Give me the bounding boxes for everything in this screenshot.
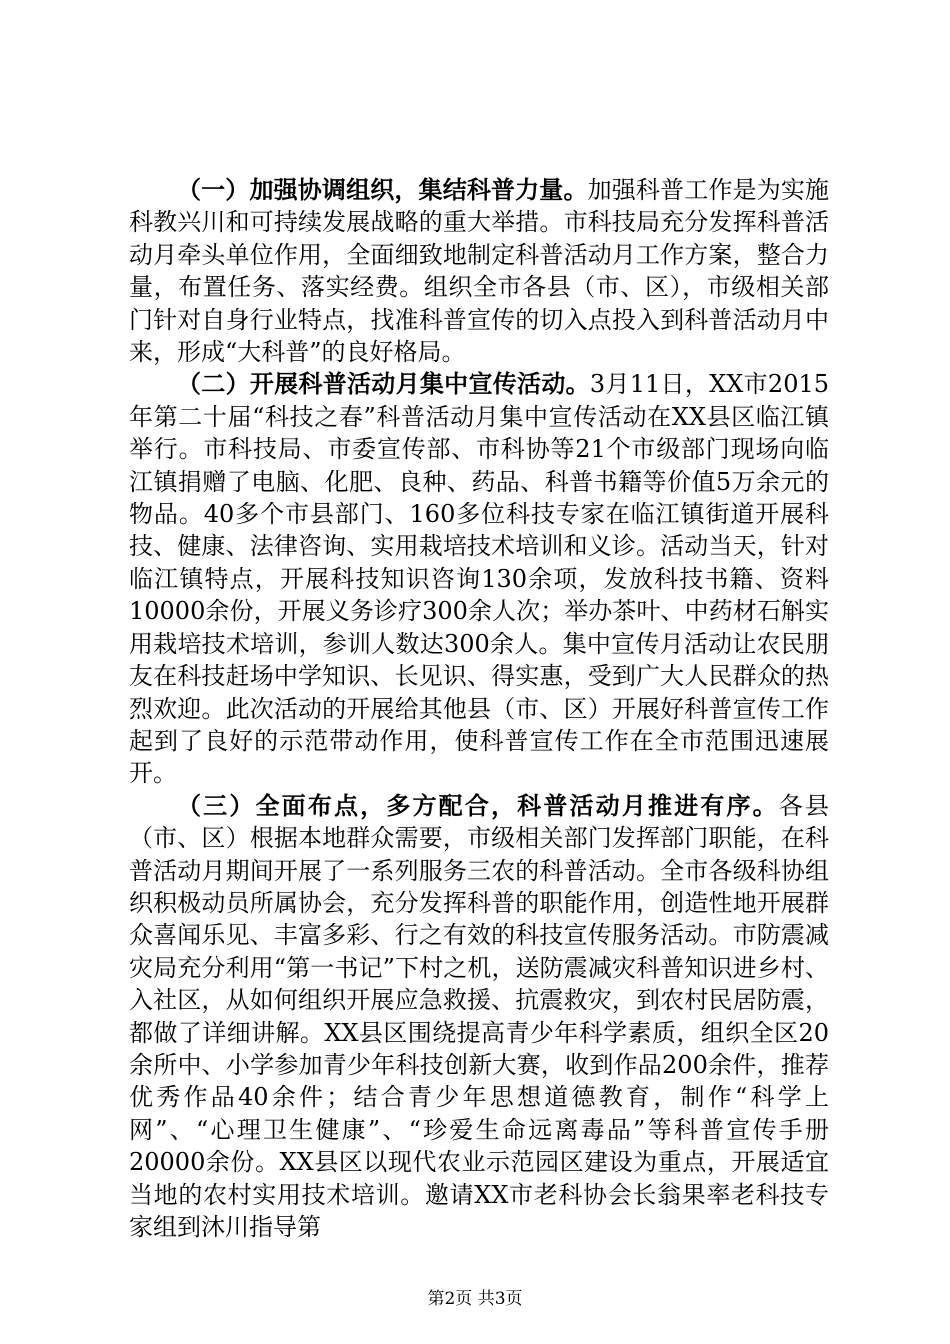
paragraph-1-text: 加强科普工作是为实施科教兴川和可持续发展战略的重大举措。市科技局充分发挥科普活动月牵头单位作用，全面细致地制定科普活动月工作方案，整合力量，布置任务、落实经费。组织全市各县（市、区），市级相关部门针对自身行业特点，找准科普宣传的切入点投入到科普活动月中来，形成“大科普”的良好格局。 xyxy=(129,176,830,367)
paragraph-2 xyxy=(129,368,829,789)
paragraph-2-text: 3月11日，XX市2015年第二十届“科技之春”科普活动月集中宣传活动在XX县区临江镇举行。市科技局、市委宣传部、市科协等21个市级部门现场向临江镇捐赠了电脑、化肥、良种、药品、科普书籍等价值5万余元的物品。40多个市县部门、160多位科技专家在临江镇街道开展科技、健康、法律咨询、实用栽培技术培训和义诊。活动当天，针对临江镇特点，开展科技知识咨询130余项，发放科技书籍、资料10000余份，开展义务诊疗300余人次；举办茶叶、中药材石斛实用栽培技术培训，参训人数达300余人。集中宣传月活动让农民朋友在科技赶场中学知识、长见识、得实惠，受到广大人民群众的热烈欢迎。此次活动的开展给其他县（市、区）开展好科普宣传工作起到了良好的示范带动作用，使科普宣传工作在全市范围迅速展开。 xyxy=(129,370,830,788)
paragraph-3-heading: （三）全面布点，多方配合，科普活动月推进有序。 xyxy=(177,791,779,820)
paragraph-3-text: 各县（市、区）根据本地群众需要，市级相关部门发挥部门职能，在科普活动月期间开展了一系列服务三农的科普活动。全市各级科协组织积极动员所属协会，充分发挥科普的职能作用，创造性地开展群众喜闻乐见、丰富多彩、行之有效的科技宣传服务活动。市防震减灾局充分利用“第一书记”下村之机，送防震减灾科普知识进乡村、入社区，从如何组织开展应急救援、抗震救灾，到农村民居防震，都做了详细讲解。XX县区围绕提高青少年科学素质，组织全区20余所中、小学参加青少年科技创新大赛，收到作品200余件，推荐优秀作品40余件；结合青少年思想道德教育，制作“科学上网”、“心理卫生健康”、“珍爱生命远离毒品”等科普宣传手册20000余份。XX县区以现代农业示范园区建设为重点，开展适宜当地的农村实用技术培训。邀请XX市老科协会长翁果率老科技专家组到沐川指导第 xyxy=(129,791,830,1241)
paragraph-3 xyxy=(129,790,829,1244)
paragraph-2-heading: （二）开展科普活动月集中宣传活动。 xyxy=(177,370,590,399)
paragraph-1 xyxy=(129,174,829,368)
paragraph-1-heading: （一）加强协调组织，集结科普力量。 xyxy=(177,176,588,204)
document-body xyxy=(129,174,829,1243)
page-footer: 第2页 共3页 xyxy=(427,1289,523,1309)
